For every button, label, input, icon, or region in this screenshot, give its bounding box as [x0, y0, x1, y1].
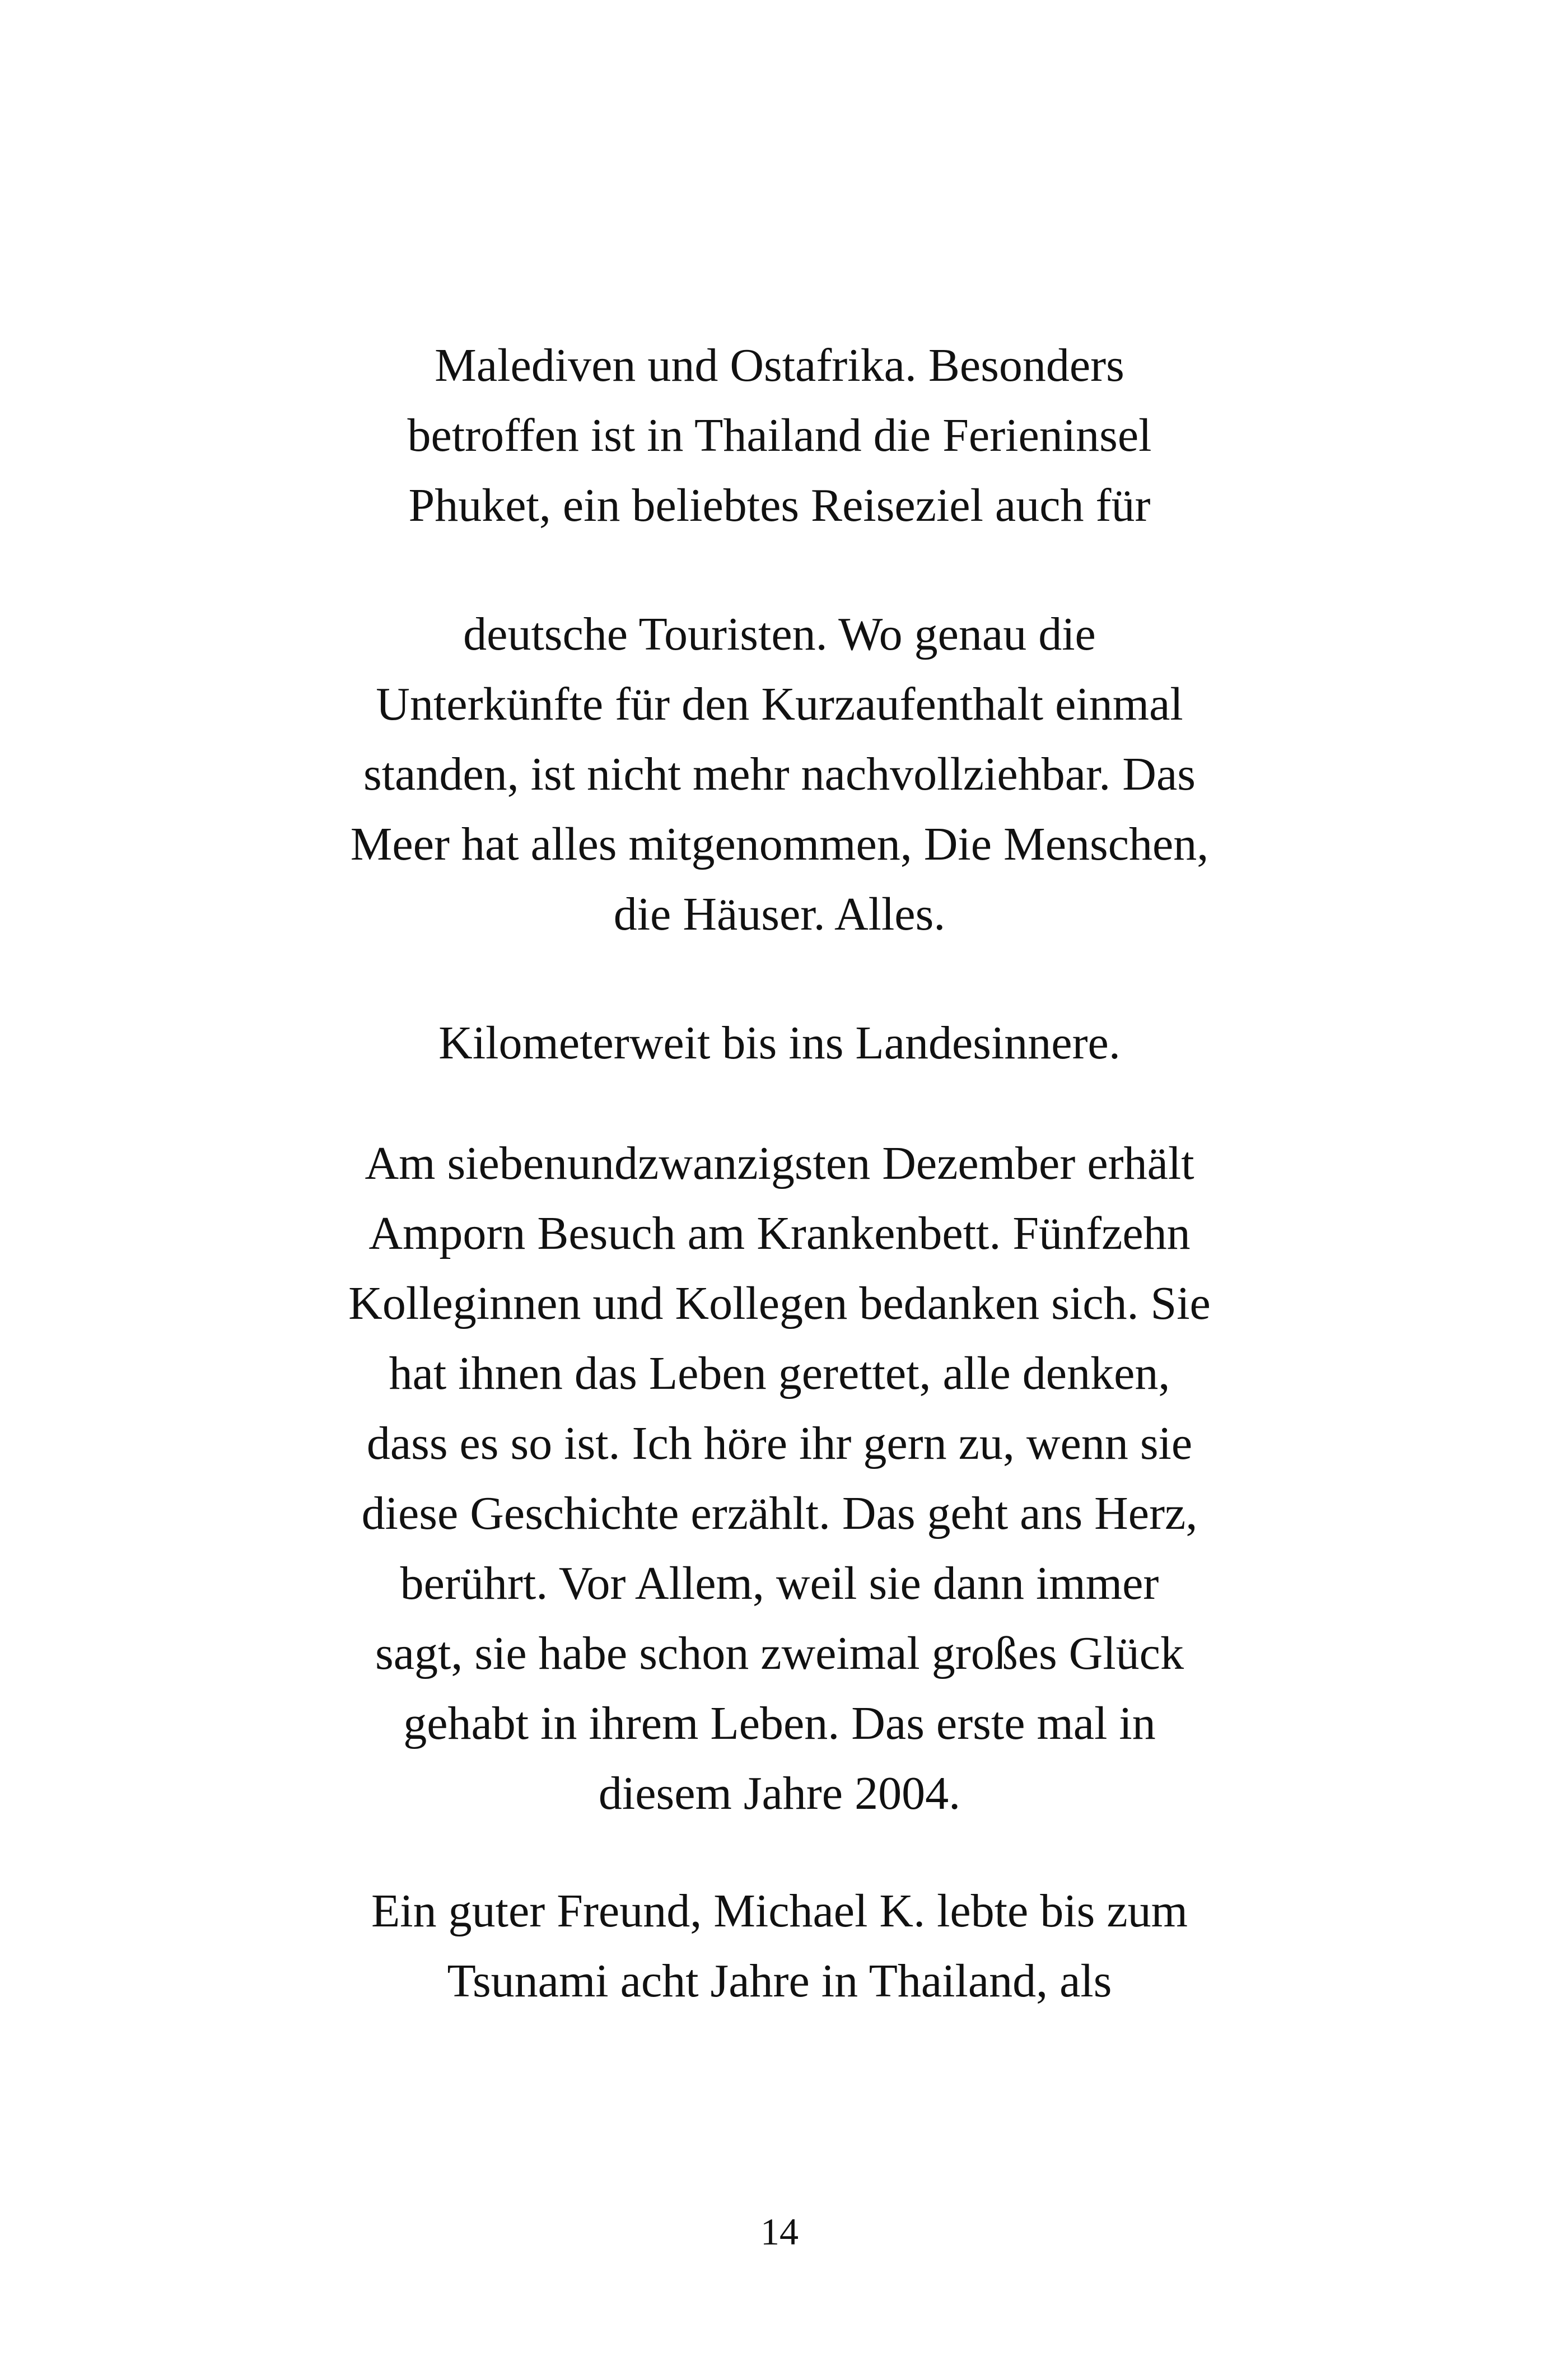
paragraph — [213, 1876, 1346, 2016]
text-line: die Häuser. Alles. — [613, 888, 946, 940]
paragraph — [213, 330, 1346, 540]
text-line: gehabt in ihrem Leben. Das erste mal in — [403, 1697, 1156, 1749]
text-line: diese Geschichte erzählt. Das geht ans Herz, — [361, 1487, 1198, 1539]
text-line: Phuket, ein beliebtes Reiseziel auch für — [408, 479, 1151, 531]
text-line: Amporn Besuch am Krankenbett. Fünfzehn — [368, 1207, 1191, 1259]
text-line: Am siebenundzwanzigsten Dezember erhält — [365, 1137, 1194, 1189]
paragraph — [213, 599, 1346, 949]
text-line: berührt. Vor Allem, weil sie dann immer — [400, 1557, 1159, 1609]
text-line: standen, ist nicht mehr nachvollziehbar. Das — [363, 748, 1196, 800]
text-line: dass es so ist. Ich höre ihr gern zu, wenn sie — [366, 1417, 1193, 1469]
text-line: Kilometerweit bis ins Landesinnere. — [438, 1017, 1121, 1069]
page-number: 14 — [760, 2210, 799, 2253]
text-line: sagt, sie habe schon zweimal großes Glück — [375, 1627, 1184, 1679]
text-line: Tsunami acht Jahre in Thailand, als — [447, 1955, 1112, 2007]
text-line: deutsche Touristen. Wo genau die — [463, 608, 1096, 660]
text-line: betroffen ist in Thailand die Ferieninsel — [407, 409, 1152, 461]
paragraph — [213, 1008, 1346, 1078]
paragraph — [213, 1128, 1346, 1828]
text-line: Meer hat alles mitgenommen, Die Menschen, — [350, 818, 1209, 870]
text-line: Kolleginnen und Kollegen bedanken sich. Sie — [348, 1277, 1211, 1329]
text-line: diesem Jahre 2004. — [598, 1767, 961, 1819]
text-line: Malediven und Ostafrika. Besonders — [435, 339, 1124, 391]
text-line: Unterkünfte für den Kurzaufenthalt einmal — [376, 678, 1183, 730]
text-line: hat ihnen das Leben gerettet, alle denken, — [389, 1347, 1170, 1399]
text-line: Ein guter Freund, Michael K. lebte bis zum — [371, 1885, 1188, 1937]
